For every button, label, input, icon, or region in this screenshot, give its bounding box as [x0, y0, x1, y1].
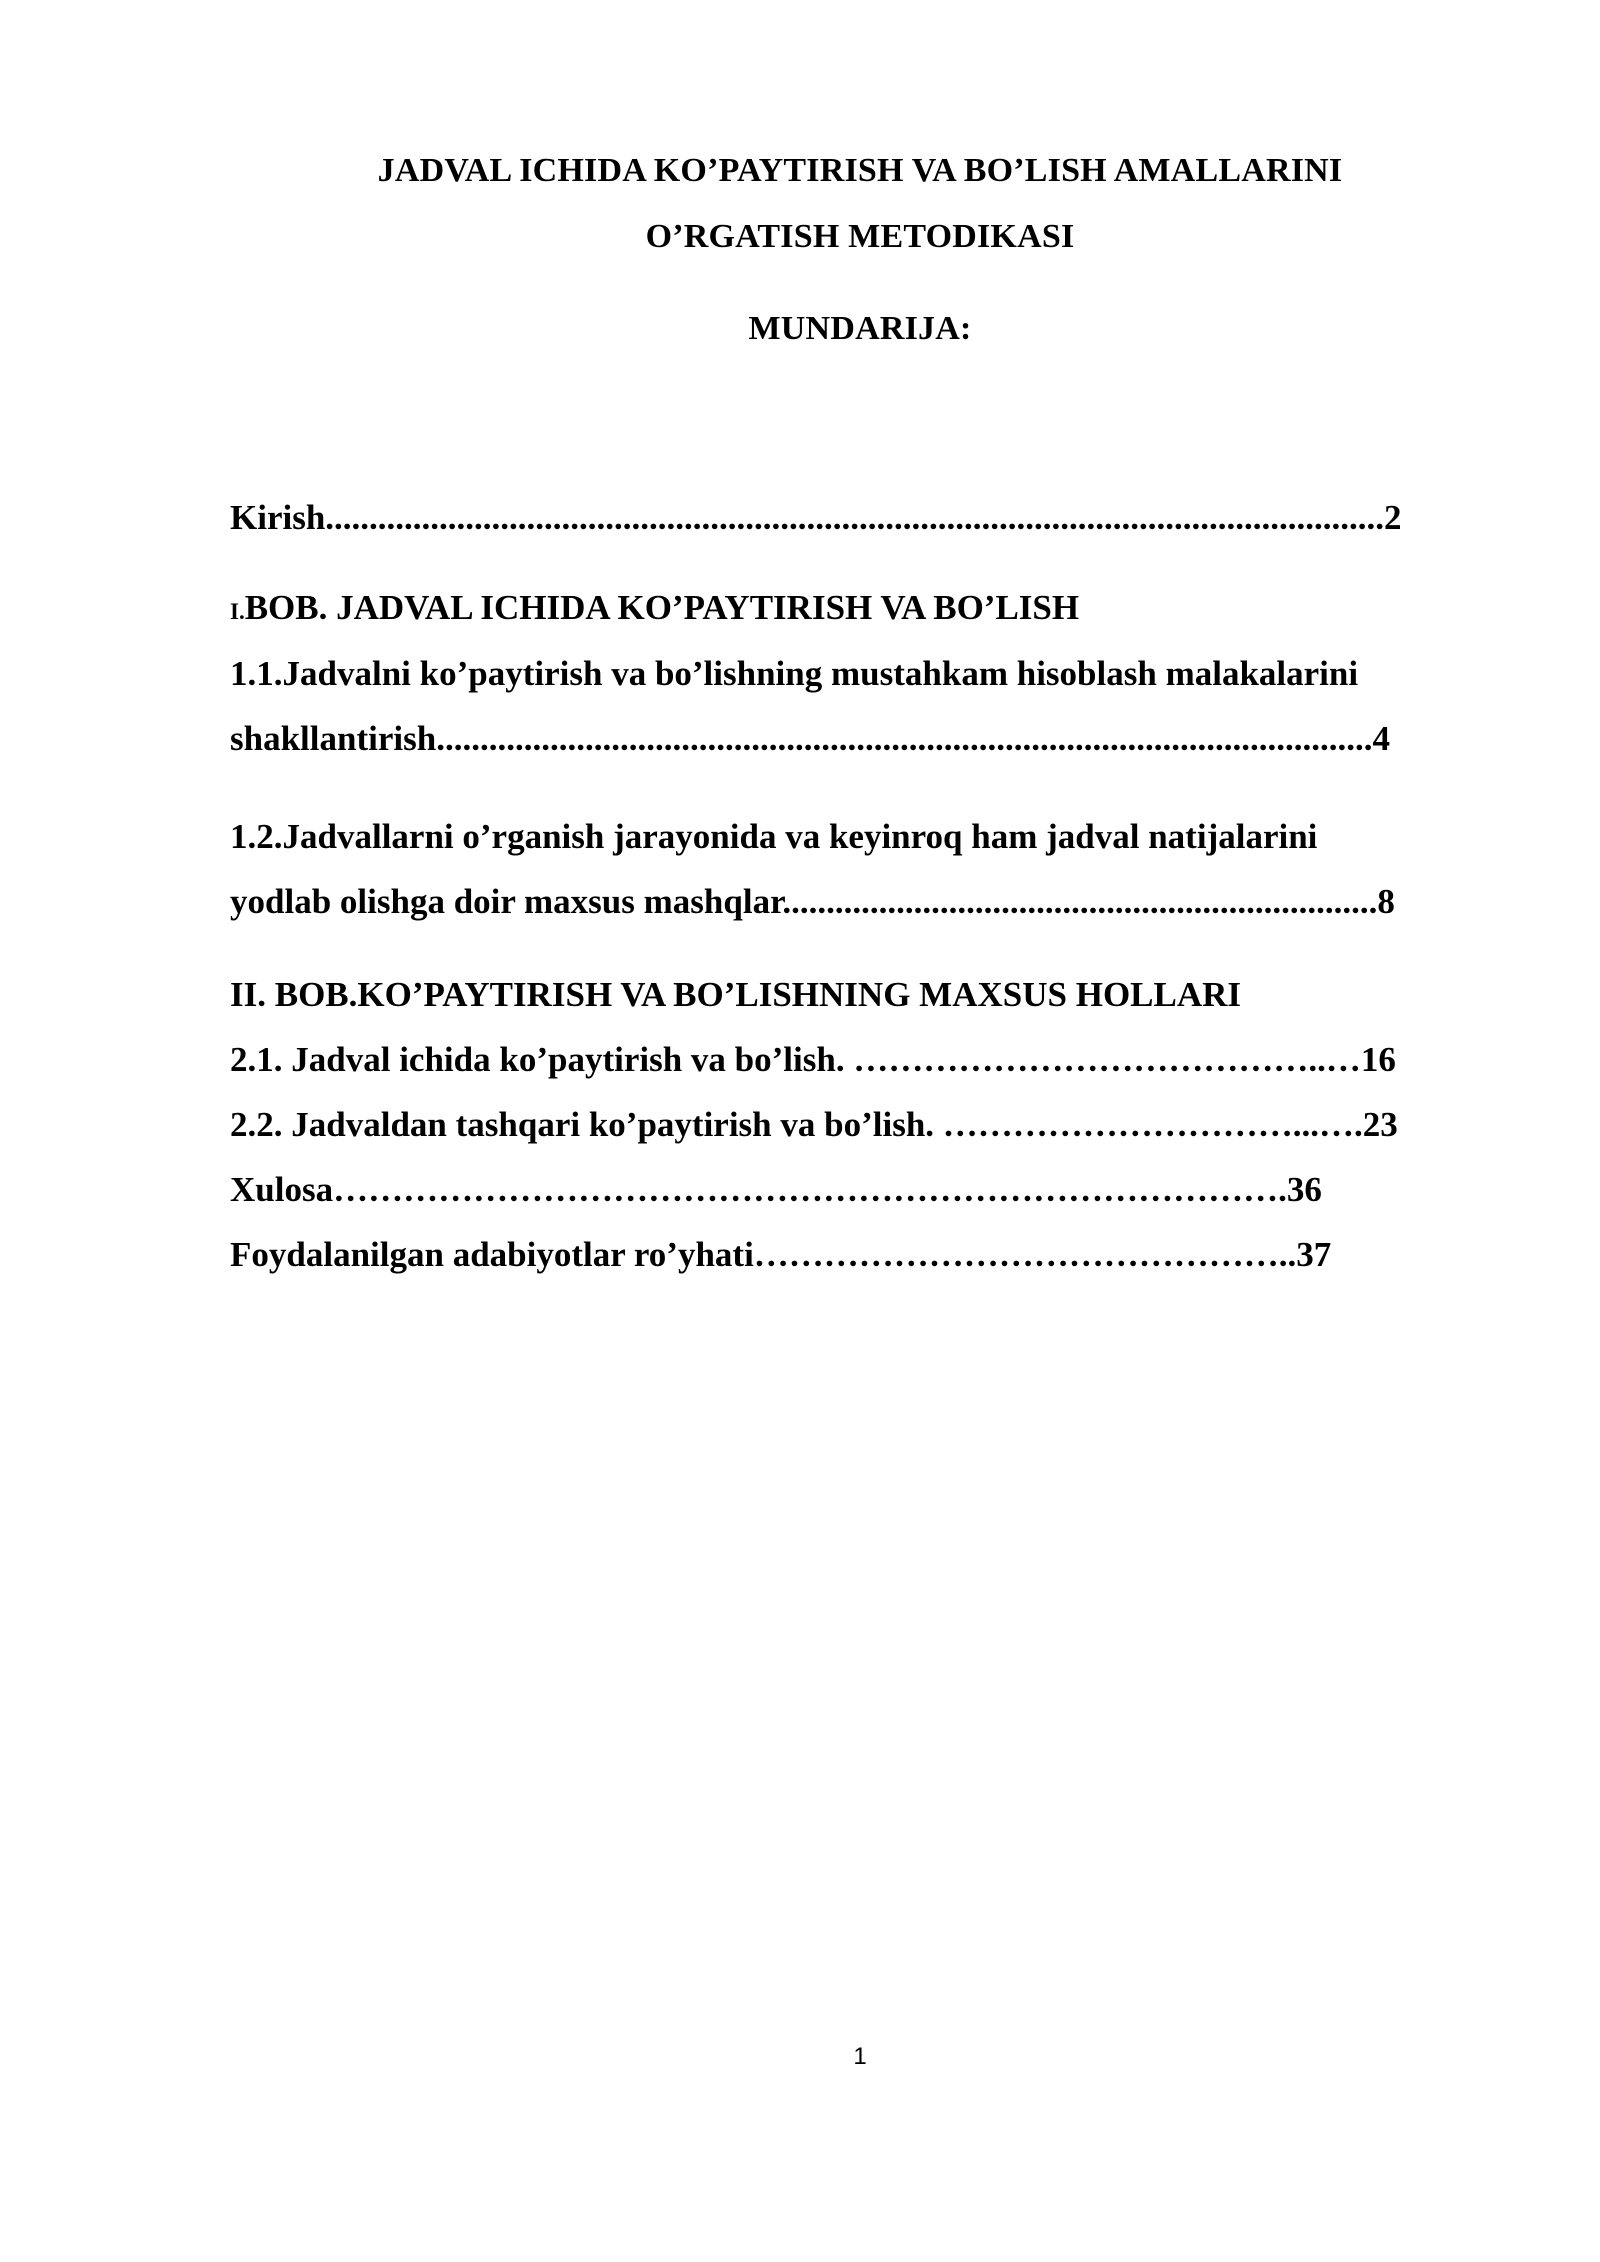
toc-entry-xulosa: Xulosa……………………………………………………………………….36	[230, 1170, 1322, 1209]
toc-entry-adabiyotlar: Foydalanilgan adabiyotlar ro’yhati………………………………………..37	[230, 1235, 1332, 1274]
toc-section-2-2: 2.2. Jadvaldan tashqari ko’paytirish va bo’lish. …………………………...….23	[230, 1105, 1398, 1144]
toc-section-1-1-line-1: 1.1.Jadvalni ko’paytirish va bo’lishning mustahkam hisoblash malakalarini	[230, 654, 1359, 693]
page-number: 1	[853, 2043, 867, 2070]
toc-chapter-1-title: BOB. JADVAL ICHIDA KO’PAYTIRISH VA BO’LISH	[244, 588, 1080, 627]
toc-entry-kirish: Kirish.........................................................................................................................2	[230, 498, 1402, 537]
toc-section-1-2-line-1: 1.2.Jadvallarni o’rganish jarayonida va keyinroq ham jadval natijalarini	[230, 817, 1318, 856]
toc-section-1-2-line-2: yodlab olishga doir maxsus mashqlar....................................................................8	[230, 882, 1395, 921]
document-title-line-2: O’RGATISH METODIKASI	[645, 218, 1075, 255]
document-title-line-1: JADVAL ICHIDA KO’PAYTIRISH VA BO’LISH AMALLARINI	[377, 152, 1343, 189]
toc-chapter-1	[230, 590, 1079, 625]
toc-section-2-1: 2.1. Jadval ichida ko’paytirish va bo’lish. …………………………………..…16	[230, 1040, 1396, 1079]
toc-section-1-1-line-2: shakllantirish...........................................................................................................4	[230, 719, 1390, 758]
toc-chapter-1-numeral: I.	[230, 599, 245, 624]
contents-heading: MUNDARIJA:	[748, 310, 972, 347]
toc-chapter-2: II. BOB.KO’PAYTIRISH VA BO’LISHNING MAXSUS HOLLARI	[230, 975, 1242, 1014]
